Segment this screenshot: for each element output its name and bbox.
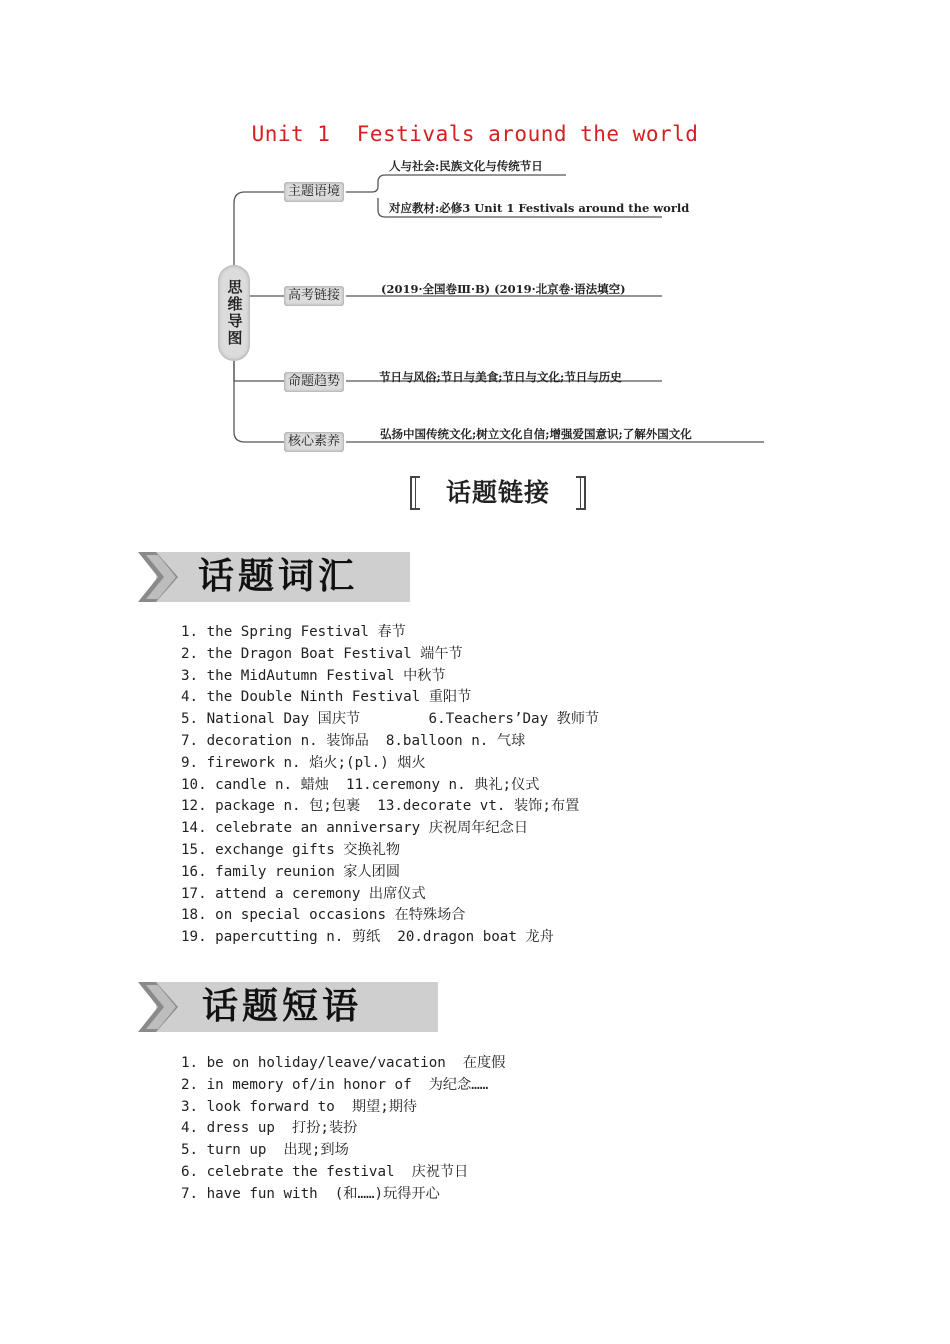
list-item: 14. celebrate an anniversary 庆祝周年纪念日 (181, 820, 529, 837)
mindmap-leaf-theme: 人与社会:民族文化与传统节日 (389, 159, 543, 173)
list-item: 6. celebrate the festival 庆祝节日 (181, 1163, 469, 1180)
list-item: 7. decoration n. 装饰品 8.balloon n. 气球 (181, 732, 526, 749)
phrase-section-title: 话题短语 (202, 986, 363, 1027)
list-item: 16. family reunion 家人团圆 (181, 863, 401, 880)
left-bracket (410, 476, 420, 510)
arrow-icon (138, 552, 198, 602)
arrow-icon (138, 982, 198, 1032)
mindmap-node-core-literacy: 核心素养 (284, 432, 344, 452)
topic-link-label: 话题链接 (445, 478, 550, 507)
mindmap-leaf-textbook: 对应教材:必修3 Unit 1 Festivals around the world (389, 201, 690, 215)
list-item: 1. be on holiday/leave/vacation 在度假 (181, 1055, 506, 1071)
page-title: Unit 1 Festivals around the world (251, 122, 699, 146)
mindmap-leaf-core: 弘扬中国传统文化;树立文化自信;增强爱国意识;了解外国文化 (380, 427, 692, 441)
list-item: 17. attend a ceremony 出席仪式 (181, 885, 426, 902)
vocab-list (181, 622, 599, 949)
list-item: 5. National Day 国庆节 6.Teachers’Day 教师节 (181, 711, 600, 728)
vocab-banner (138, 552, 410, 602)
list-item: 4. the Double Ninth Festival 重阳节 (181, 689, 472, 706)
list-item: 3. look forward to 期望;期待 (181, 1098, 418, 1115)
list-item: 1. the Spring Festival 春节 (181, 624, 406, 640)
list-item: 4. dress up 打扮;装扮 (181, 1120, 358, 1137)
topic-link-heading (410, 476, 586, 514)
list-item: 9. firework n. 焰火;(pl.) 烟火 (181, 754, 426, 771)
list-item: 19. papercutting n. 剪纸 20.dragon boat 龙舟 (181, 929, 554, 946)
right-bracket (576, 476, 586, 510)
mindmap-node-exam-link: 高考链接 (284, 286, 344, 306)
mindmap-connectors (0, 0, 950, 480)
list-item: 18. on special occasions 在特殊场合 (181, 907, 466, 924)
mindmap-leaf-exam: (2019·全国卷Ⅲ·B) (2019·北京卷·语法填空) (381, 282, 626, 296)
phrase-banner (138, 982, 438, 1032)
list-item: 2. in memory of/in honor of 为纪念…… (181, 1076, 489, 1093)
list-item: 3. the MidAutumn Festival 中秋节 (181, 667, 446, 684)
mindmap-node-theme-context: 主题语境 (284, 182, 344, 202)
list-item: 2. the Dragon Boat Festival 端午节 (181, 645, 463, 662)
list-item: 7. have fun with (和……)玩得开心 (181, 1185, 440, 1202)
list-item: 15. exchange gifts 交换礼物 (181, 841, 401, 858)
mindmap-root: 思维导图 (218, 265, 250, 361)
phrase-list (181, 1053, 505, 1206)
list-item: 5. turn up 出现;到场 (181, 1142, 349, 1159)
vocab-section-title: 话题词汇 (198, 556, 359, 597)
list-item: 10. candle n. 蜡烛 11.ceremony n. 典礼;仪式 (181, 776, 540, 793)
mindmap-leaf-trend: 节日与风俗;节日与美食;节日与文化;节日与历史 (379, 370, 622, 384)
mindmap-node-trend: 命题趋势 (284, 372, 344, 392)
list-item: 12. package n. 包;包裹 13.decorate vt. 装饰;布置 (181, 798, 580, 815)
